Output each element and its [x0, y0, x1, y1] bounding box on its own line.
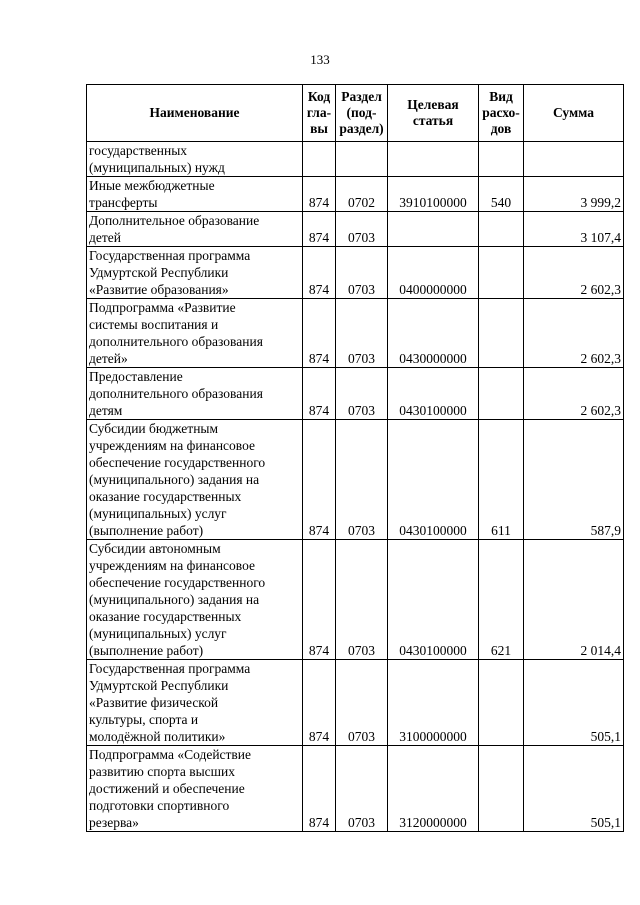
row-name-line: трансферты [89, 195, 158, 210]
row-name [87, 420, 303, 540]
header-razdel: Раздел (под- раздел) [336, 85, 388, 142]
row-name-line: резерва» [89, 815, 139, 830]
header-vid: Вид расхо- дов [479, 85, 524, 142]
row-name-line: Иные межбюджетные [89, 178, 215, 193]
row-vid: 611 [479, 420, 524, 540]
row-celevaya: 0430100000 [388, 368, 479, 420]
table-row [87, 540, 624, 660]
row-name-line: Субсидии автономным [89, 541, 221, 556]
table-row [87, 420, 624, 540]
row-vid: 621 [479, 540, 524, 660]
row-name [87, 746, 303, 832]
row-name-line: обеспечение государственного [89, 455, 266, 470]
row-celevaya [388, 212, 479, 247]
row-celevaya: 0430100000 [388, 420, 479, 540]
row-name-line: (муниципального) задания на [89, 472, 260, 487]
row-name-line: Предоставление [89, 369, 183, 384]
header-summa: Сумма [524, 85, 624, 142]
row-name-line: учреждениям на финансовое [89, 438, 255, 453]
row-name-line: Субсидии бюджетным [89, 421, 219, 436]
row-vid [479, 368, 524, 420]
row-celevaya [388, 142, 479, 177]
row-kod: 874 [303, 299, 336, 368]
row-razdel: 0703 [336, 212, 388, 247]
row-name-line: дополнительного образования [89, 334, 263, 349]
row-name [87, 299, 303, 368]
row-razdel: 0703 [336, 368, 388, 420]
row-name-line: молодёжной политики» [89, 729, 226, 744]
row-kod: 874 [303, 212, 336, 247]
row-vid: 540 [479, 177, 524, 212]
table-row [87, 177, 624, 212]
row-name-line: (выполнение работ) [89, 643, 204, 658]
row-name-line: Государственная программа [89, 661, 251, 676]
row-name-line: системы воспитания и [89, 317, 219, 332]
page-number: 133 [310, 52, 330, 67]
row-name-line: (муниципальных) услуг [89, 626, 227, 641]
row-kod: 874 [303, 177, 336, 212]
row-name-line: «Развитие физической [89, 695, 219, 710]
row-name [87, 660, 303, 746]
row-name-line: Подпрограмма «Развитие [89, 300, 236, 315]
row-name [87, 540, 303, 660]
row-kod [303, 142, 336, 177]
row-razdel: 0703 [336, 420, 388, 540]
row-name-line: дополнительного образования [89, 386, 263, 401]
table-row [87, 142, 624, 177]
row-razdel: 0703 [336, 247, 388, 299]
row-name-line: учреждениям на финансовое [89, 558, 255, 573]
row-summa: 3 107,4 [524, 212, 624, 247]
row-name-line: обеспечение государственного [89, 575, 266, 590]
row-name-line: Удмуртской Республики [89, 678, 229, 693]
row-razdel: 0703 [336, 660, 388, 746]
row-name-line: оказание государственных [89, 609, 242, 624]
row-name-line: культуры, спорта и [89, 712, 199, 727]
header-kod: Код гла- вы [303, 85, 336, 142]
row-name-line: (муниципальных) услуг [89, 506, 227, 521]
row-name [87, 247, 303, 299]
row-name [87, 212, 303, 247]
row-name-line: подготовки спортивного [89, 798, 230, 813]
row-summa: 2 602,3 [524, 247, 624, 299]
row-summa [524, 142, 624, 177]
row-vid [479, 299, 524, 368]
row-name [87, 368, 303, 420]
table-row [87, 746, 624, 832]
row-summa: 505,1 [524, 746, 624, 832]
header-name: Наименование [87, 85, 303, 142]
row-name-line: Государственная программа [89, 248, 251, 263]
row-name [87, 177, 303, 212]
row-name [87, 142, 303, 177]
row-vid [479, 746, 524, 832]
row-razdel: 0703 [336, 746, 388, 832]
row-kod: 874 [303, 420, 336, 540]
row-vid [479, 212, 524, 247]
row-celevaya: 3910100000 [388, 177, 479, 212]
row-razdel: 0703 [336, 540, 388, 660]
row-name-line: развитию спорта высших [89, 764, 236, 779]
row-razdel [336, 142, 388, 177]
table-row [87, 368, 624, 420]
row-celevaya: 0400000000 [388, 247, 479, 299]
row-summa: 2 602,3 [524, 299, 624, 368]
row-name-line: (муниципальных) нужд [89, 160, 225, 175]
row-summa: 587,9 [524, 420, 624, 540]
row-vid [479, 142, 524, 177]
row-name-line: «Развитие образования» [89, 282, 229, 297]
table-row [87, 212, 624, 247]
row-name-line: детей [89, 230, 121, 245]
row-kod: 874 [303, 368, 336, 420]
row-kod: 874 [303, 660, 336, 746]
table-row [87, 247, 624, 299]
budget-table [86, 84, 624, 832]
row-kod: 874 [303, 540, 336, 660]
row-celevaya: 0430100000 [388, 540, 479, 660]
row-razdel: 0703 [336, 299, 388, 368]
row-razdel: 0702 [336, 177, 388, 212]
row-summa: 2 014,4 [524, 540, 624, 660]
row-name-line: достижений и обеспечение [89, 781, 245, 796]
row-celevaya: 3120000000 [388, 746, 479, 832]
row-name-line: (выполнение работ) [89, 523, 204, 538]
row-name-line: детей» [89, 351, 128, 366]
row-summa: 2 602,3 [524, 368, 624, 420]
row-celevaya: 3100000000 [388, 660, 479, 746]
row-name-line: Дополнительное образование [89, 213, 260, 228]
row-name-line: государственных [89, 143, 188, 158]
row-summa: 505,1 [524, 660, 624, 746]
table-row [87, 660, 624, 746]
row-name-line: Удмуртской Республики [89, 265, 229, 280]
row-kod: 874 [303, 746, 336, 832]
header-celevaya: Целевая статья [388, 85, 479, 142]
row-name-line: оказание государственных [89, 489, 242, 504]
row-summa: 3 999,2 [524, 177, 624, 212]
header-row [87, 85, 624, 142]
row-vid [479, 660, 524, 746]
table-row [87, 299, 624, 368]
row-celevaya: 0430000000 [388, 299, 479, 368]
row-vid [479, 247, 524, 299]
row-kod: 874 [303, 247, 336, 299]
row-name-line: (муниципального) задания на [89, 592, 260, 607]
row-name-line: детям [89, 403, 123, 418]
row-name-line: Подпрограмма «Содействие [89, 747, 252, 762]
